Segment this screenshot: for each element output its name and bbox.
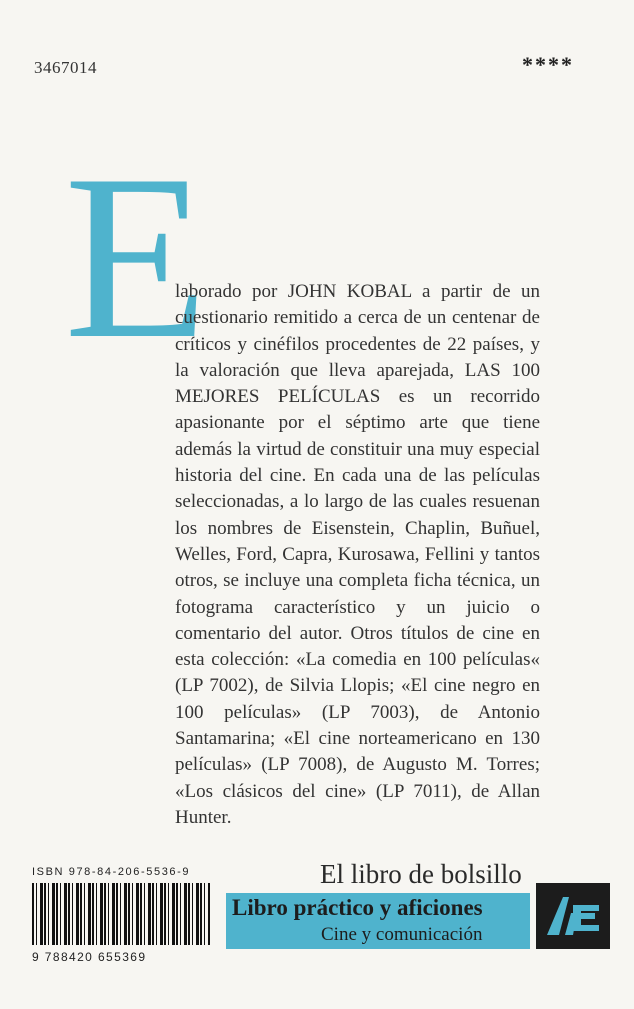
description-cont: En cada una de las películas seleccionadas, a lo largo de las cuales resuenan los nombres de Eisenstein, Chaplin, Buñuel, Welles, Ford, Capra, Kurosawa, Fellini y tantos otros, se incluye una completa ficha técnica, un fotograma característico y un juicio o comentario del autor. Otros títulos de cine en esta colección: «La comedia en 100 películas« (LP 7002), de Silvia Llopis; «El cine negro en 100 películas» (LP 7003), de Antonio Santamarina; «El cine norteamericano en 130 películas» (LP 7008), de Augusto M. Torres; «Los clásicos del cine» (LP 7011), de Allan Hunter. [175,465,540,828]
description-lead: laborado por JOHN KOBAL a partir de un cuestionario remitido a cerca de un centenar de críticos y cinéfilos procedentes de 22 países, y la valoración que lleva aparejada, LAS 100 MEJORES PELÍCULAS es un recorrido apasionante por el séptimo arte que tiene además la virtud de constituir una muy especial historia del cine. [175,281,540,487]
collection-title: Libro práctico y aficiones [232,895,483,920]
rating-stars: **** [522,52,574,77]
catalog-code: 3467014 [34,58,97,77]
series-title: El libro de bolsillo [320,859,522,889]
description [175,279,540,831]
collection-subtitle: Cine y comunicación [321,924,483,945]
isbn-label: ISBN 978-84-206-5536-9 [32,866,191,878]
drop-cap: E [64,127,209,388]
barcode [32,883,210,945]
publisher-logo-mark [543,895,603,937]
barcode-number: 9 788420 655369 [32,950,147,964]
publisher-logo [536,883,610,949]
